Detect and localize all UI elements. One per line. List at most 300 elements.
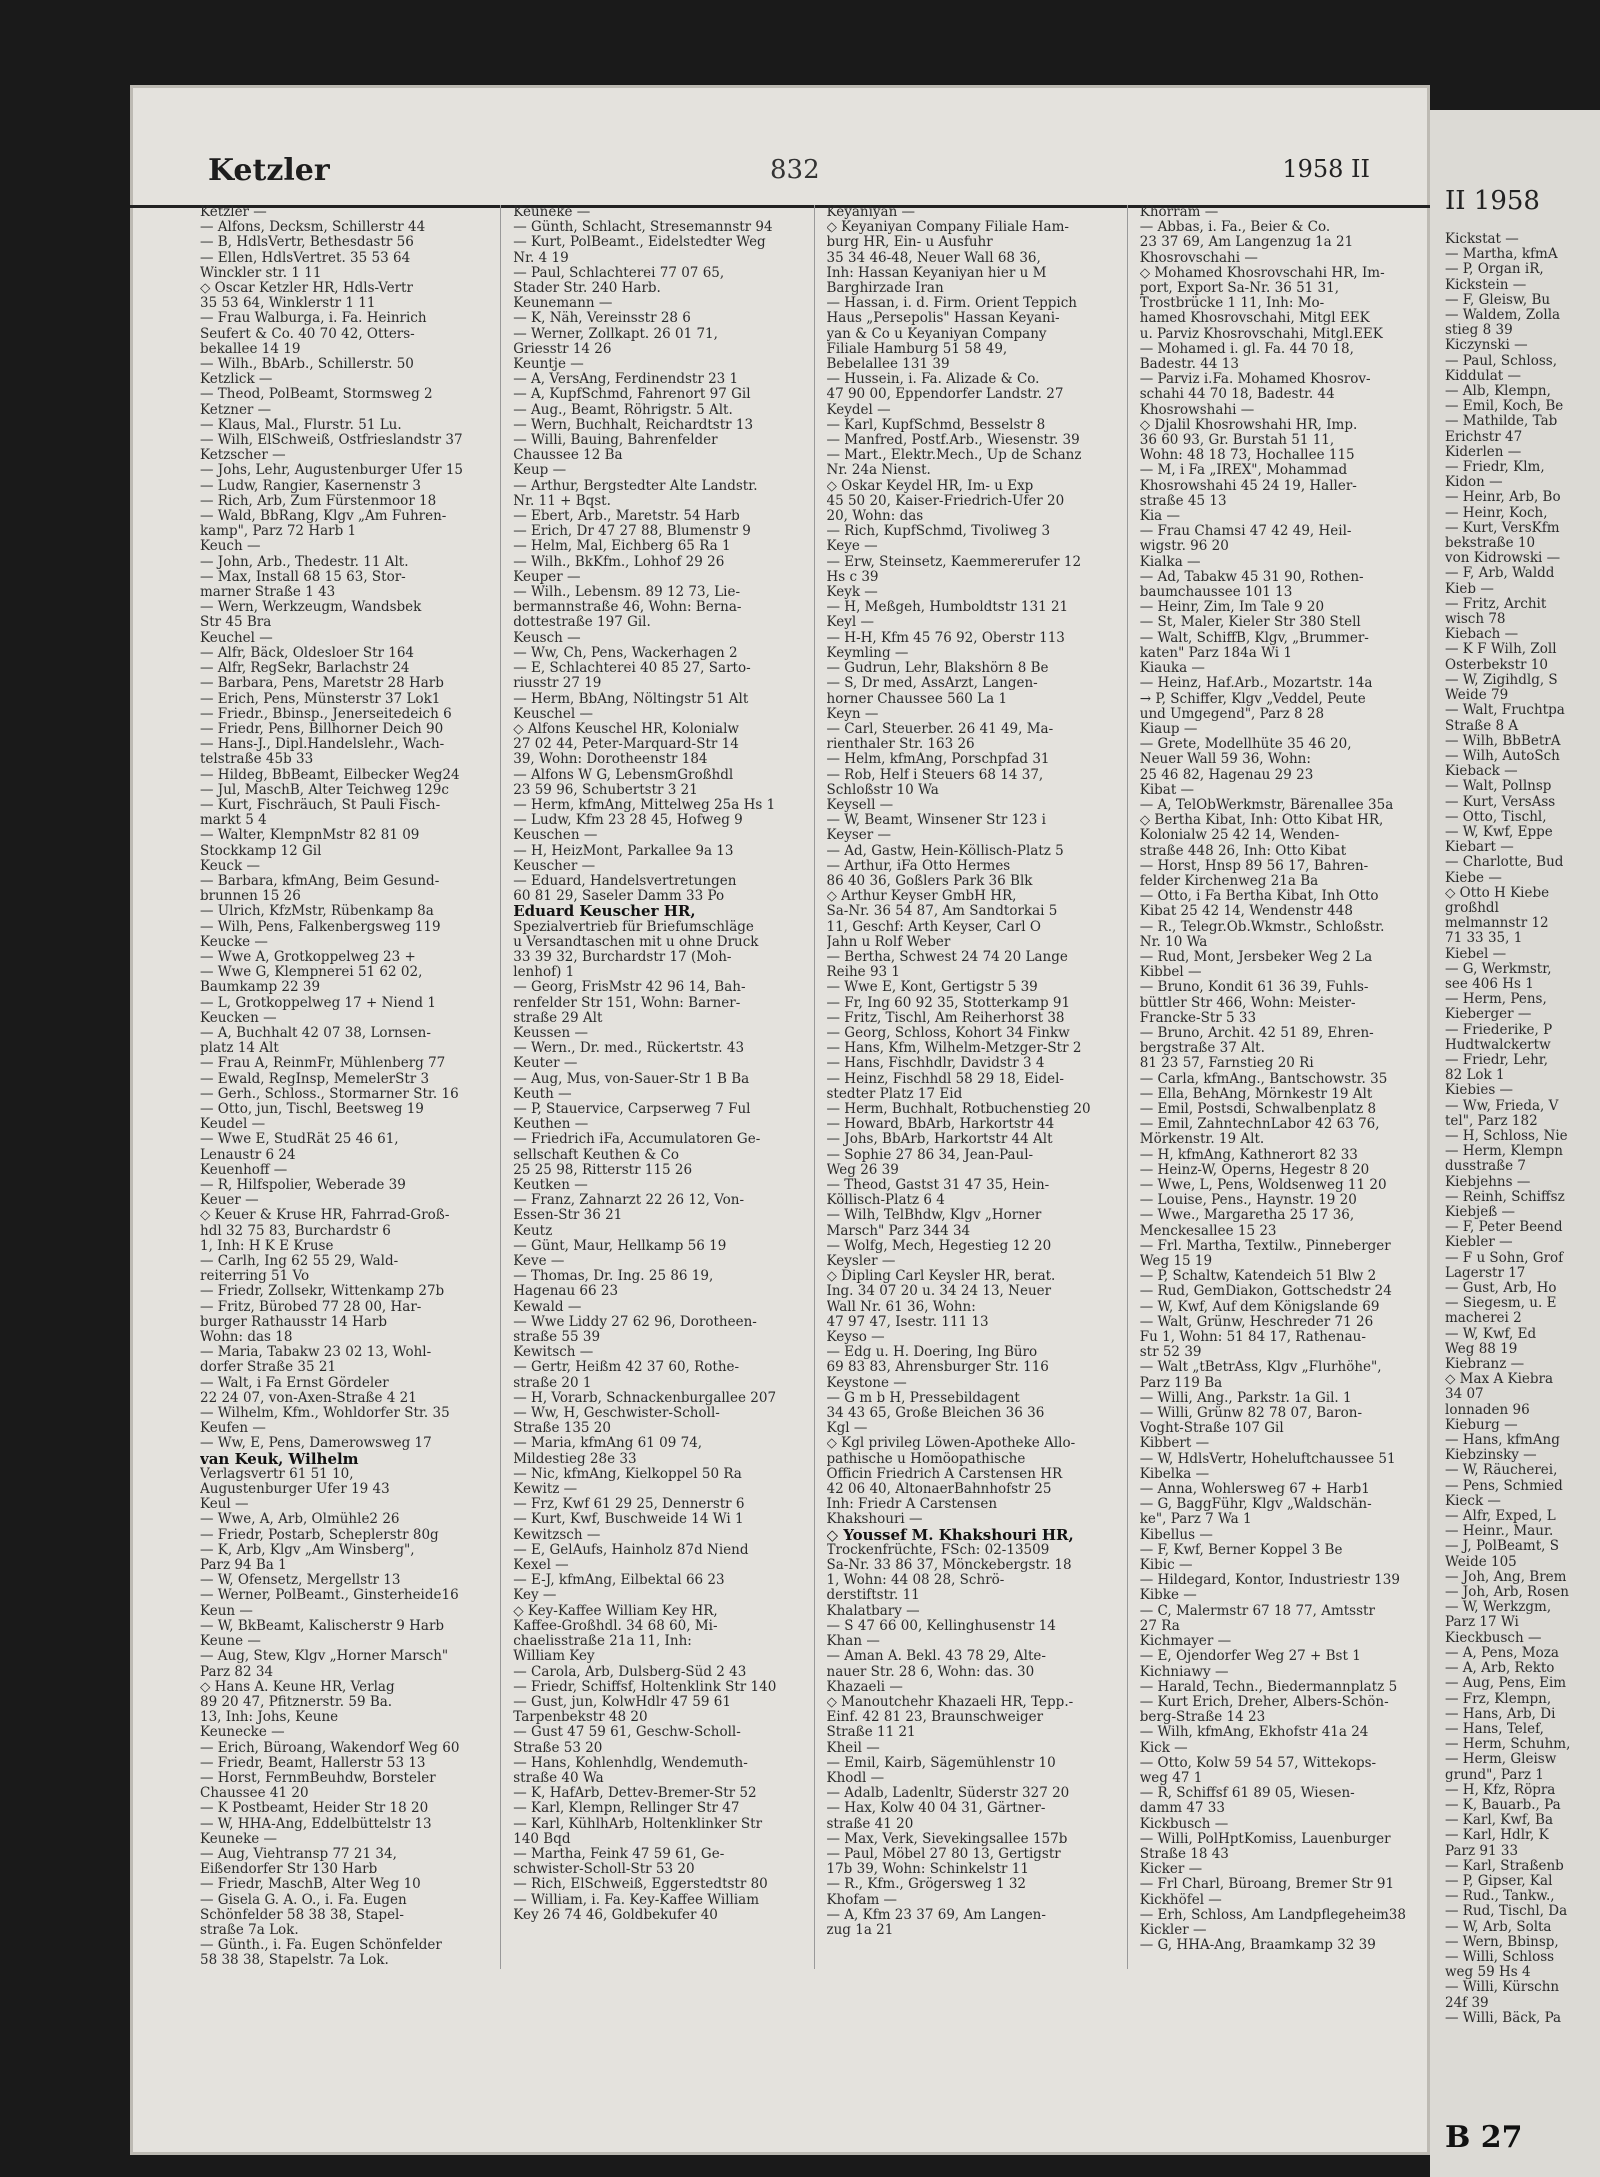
directory-entry: — Frl Charl, Büroang, Bremer Str 91 — [1139, 1877, 1395, 1893]
directory-entry: — C, Malermstr 67 18 77, Amtsstr — [1139, 1603, 1375, 1619]
directory-entry: Inh: Hassan Keyaniyan hier u M — [826, 265, 1047, 281]
directory-entry: — Maria, kfmAng 61 09 74, — [513, 1436, 703, 1452]
directory-entry: port, Export Sa-Nr. 36 51 31, — [1139, 281, 1340, 297]
directory-entry: — Ellen, HdlsVertret. 35 53 64 — [200, 250, 411, 266]
directory-entry: — Wwe E, StudRät 25 46 61, — [200, 1132, 399, 1148]
directory-entry: — H, Kfz, Röpra — [1445, 1782, 1556, 1798]
directory-entry: — Friedr, Pens, Billhorner Deich 90 — [200, 721, 444, 737]
directory-entry: horner Chaussee 560 La 1 — [826, 691, 1008, 707]
directory-entry: — Erich, Pens, Münsterstr 37 Lok1 — [200, 691, 441, 707]
directory-entry: — Friedr, Schiffsf, Holtenklink Str 140 — [513, 1679, 777, 1695]
directory-entry: Weide 79 — [1445, 688, 1509, 704]
directory-entry: u Versandtaschen mit u ohne Druck — [513, 934, 759, 950]
directory-entry: Kiebranz — — [1445, 1357, 1525, 1373]
directory-entry: Spezialvertrieb für Briefumschläge — [513, 919, 754, 935]
directory-entry: — Wwe, L, Pens, Woldsenweg 11 20 — [1139, 1178, 1387, 1193]
directory-entry: — W, Kwf, Eppe — [1445, 824, 1553, 840]
directory-entry: — Fritz, Bürobed 77 28 00, Har- — [200, 1299, 422, 1315]
directory-entry: — Abbas, i. Fa., Beier & Co. — [1139, 220, 1331, 236]
directory-entry: Neuer Wall 59 36, Wohn: — [1139, 752, 1311, 768]
directory-entry: ◇ Manoutchehr Khazaeli HR, Tepp.- — [826, 1694, 1074, 1710]
directory-entry: großhdl — [1445, 900, 1499, 916]
directory-entry: — S, Dr med, AssArzt, Langen- — [826, 676, 1038, 692]
directory-entry: — Grete, Modellhüte 35 46 20, — [1139, 737, 1352, 753]
directory-entry: 1, Wohn: 44 08 28, Schrö- — [826, 1573, 1005, 1589]
directory-entry: — M, i Fa „IREX", Mohammad — [1139, 463, 1348, 479]
directory-entry: — Carola, Arb, Dulsberg-Süd 2 43 — [513, 1664, 747, 1680]
directory-entry: Kidon — — [1445, 475, 1503, 491]
directory-entry: Badestr. 44 13 — [1139, 357, 1239, 373]
directory-entry: Kiauka — — [1139, 661, 1205, 677]
directory-entry: Khan — — [826, 1634, 880, 1650]
directory-entry: Kibelka — — [1139, 1466, 1210, 1482]
directory-entry: 17b 39, Wohn: Schinkelstr 11 — [826, 1862, 1029, 1878]
directory-entry: 58 38 38, Stapelstr. 7a Lok. — [200, 1953, 389, 1969]
directory-entry: Stader Str. 240 Harb. — [513, 281, 661, 297]
directory-entry: — G, Werkmstr, — [1445, 961, 1552, 977]
directory-entry: Kibke — — [1139, 1588, 1197, 1604]
directory-entry: — Johs, BbArb, Harkortstr 44 Alt — [826, 1132, 1053, 1148]
directory-entry: Kieckbusch — — [1445, 1630, 1542, 1646]
directory-entry: — Max, Install 68 15 63, Stor- — [200, 569, 406, 585]
directory-entry: — Sophie 27 86 34, Jean-Paul- — [826, 1147, 1034, 1163]
directory-entry: — Ww, E, Pens, Damerowsweg 17 — [200, 1436, 432, 1452]
directory-entry: Straße 135 20 — [513, 1421, 611, 1437]
directory-entry: Ketzscher — — [200, 448, 286, 464]
directory-entry: ◇ Keuer & Kruse HR, Fahrrad-Groß- — [200, 1208, 450, 1224]
directory-entry: Keuscher — — [513, 858, 596, 874]
directory-entry: Kolonialw 25 42 14, Wenden- — [1139, 828, 1340, 844]
directory-entry: ◇ Oskar Keydel HR, Im- u Exp — [826, 478, 1034, 494]
directory-entry: — Waldem, Zolla — [1445, 308, 1561, 324]
directory-entry: Kieback — — [1445, 764, 1518, 780]
directory-entry: — K F Wilh, Zoll — [1445, 642, 1557, 658]
directory-entry: Hudtwalckertw — [1445, 1037, 1551, 1053]
directory-entry: — Aug, Stew, Klgv „Horner Marsch" — [200, 1649, 449, 1665]
directory-entry: Weg 26 39 — [826, 1162, 899, 1178]
directory-entry: Kiebjeß — — [1445, 1205, 1516, 1220]
directory-entry: katen" Parz 184a Wi 1 — [1139, 645, 1292, 661]
next-page-header: II 1958 — [1445, 186, 1540, 216]
directory-entry: — Helm, kfmAng, Porschpfad 31 — [826, 752, 1050, 768]
directory-entry: — Friedr, Klm, — [1445, 460, 1545, 476]
directory-entry: — Hans, Telef, — [1445, 1721, 1544, 1737]
directory-entry: Marsch" Parz 344 34 — [826, 1223, 971, 1239]
directory-entry: renfelder Str 151, Wohn: Barner- — [513, 995, 741, 1011]
directory-entry: Köllisch-Platz 6 4 — [826, 1193, 945, 1209]
directory-entry: — Erw, Steinsetz, Kaemmererufer 12 — [826, 554, 1082, 570]
directory-entry: Khofam — — [826, 1892, 898, 1908]
directory-entry: — Alfons W G, LebensmGroßhdl — [513, 767, 734, 783]
directory-entry: — Wilh., BbArb., Schillerstr. 50 — [200, 357, 414, 373]
directory-entry: Kiebe — — [1445, 870, 1502, 886]
directory-entry: — Kurt, VersAss — [1445, 794, 1556, 810]
directory-entry: str 52 39 — [1139, 1345, 1202, 1361]
directory-entry: Wohn: das 18 — [200, 1330, 293, 1346]
directory-entry: — Adalb, Ladenltr, Süderstr 327 20 — [826, 1786, 1070, 1802]
directory-entry: — Heinr., Maur. — [1445, 1524, 1554, 1540]
directory-entry: Erichstr 47 — [1445, 429, 1523, 445]
column-4 — [1140, 205, 1440, 1969]
directory-entry: Nr. 24a Nienst. — [826, 463, 931, 479]
directory-entry: — Walt, i Fa Ernst Gördeler — [200, 1375, 389, 1391]
directory-entry: Keyk — — [826, 585, 878, 601]
directory-entry: — H, HeizMont, Parkallee 9a 13 — [513, 843, 734, 859]
directory-entry: Keun — — [200, 1603, 253, 1619]
directory-entry: — Maria, Tabakw 23 02 13, Wohl- — [200, 1345, 432, 1361]
directory-entry: Keussen — — [513, 1025, 588, 1041]
directory-entry: Ketzler — — [200, 205, 267, 220]
directory-entry: Keuck — — [200, 858, 260, 874]
directory-entry: — K, Bauarb., Pa — [1445, 1797, 1561, 1813]
directory-entry: Haus „Persepolis" Hassan Keyani- — [826, 311, 1060, 327]
directory-entry: 20, Wohn: das — [826, 509, 924, 525]
directory-entry: Kieberger — — [1445, 1007, 1532, 1023]
directory-entry: Inh: Friedr A Carstensen — [826, 1497, 998, 1513]
directory-entry: — Emil, Kairb, Sägemühlenstr 10 — [826, 1755, 1056, 1771]
directory-entry: Seufert & Co. 40 70 42, Otters- — [200, 326, 415, 342]
directory-entry: — St, Maler, Kieler Str 380 Stell — [1139, 615, 1361, 631]
directory-entry: — Friederike, P — [1445, 1022, 1553, 1038]
directory-entry: Reihe 93 1 — [826, 965, 901, 981]
directory-entry: Keuntje — — [513, 357, 584, 373]
directory-entry: 23 37 69, Am Langenzug 1a 21 — [1139, 235, 1354, 251]
directory-entry: — Thomas, Dr. Ing. 25 86 19, — [513, 1269, 714, 1285]
directory-entry: — Rich, ElSchweiß, Eggerstedtstr 80 — [513, 1877, 768, 1893]
directory-entry: Schloßstr 10 Wa — [826, 782, 939, 798]
directory-entry: Stockkamp 12 Gil — [200, 843, 322, 859]
directory-entry: — Werner, PolBeamt., Ginsterheide16 — [200, 1588, 459, 1604]
directory-entry: Kiebach — — [1445, 627, 1519, 643]
directory-entry: — Hans, Arb, Di — [1445, 1706, 1556, 1722]
directory-entry: — Carlh, Ing 62 55 29, Wald- — [200, 1254, 399, 1270]
directory-entry: — Max, Verk, Sievekingsallee 157b — [826, 1831, 1068, 1847]
directory-entry: Kibbert — — [1139, 1436, 1210, 1452]
directory-entry: — Frau Chamsi 47 42 49, Heil- — [1139, 524, 1352, 540]
directory-entry: Verlagsvertr 61 51 10, — [200, 1466, 354, 1482]
directory-entry: ke", Parz 7 Wa 1 — [1139, 1512, 1252, 1528]
directory-entry: 82 Lok 1 — [1445, 1068, 1505, 1084]
directory-entry: — Alb, Klempn, — [1445, 384, 1551, 400]
directory-entry: — Karl, Hdlr, K — [1445, 1828, 1549, 1844]
directory-entry: weg 47 1 — [1139, 1770, 1203, 1786]
directory-entry: — Herm, kfmAng, Mittelweg 25a Hs 1 — [513, 797, 776, 813]
directory-entry: Nr. 10 Wa — [1139, 934, 1208, 950]
directory-entry: — Fritz, Tischl, Am Reiherhorst 38 — [826, 1010, 1065, 1026]
directory-entry: Kiebzinsky — — [1445, 1448, 1537, 1464]
directory-entry: — Heinr, Zim, Im Tale 9 20 — [1139, 600, 1325, 616]
directory-entry: von Kidrowski — — [1445, 551, 1561, 567]
directory-entry: pathische u Homöopathische — [826, 1451, 1026, 1467]
directory-entry: ◇ Alfons Keuschel HR, Kolonialw — [513, 721, 739, 737]
directory-entry: — W, Ofensetz, Mergellstr 13 — [200, 1573, 401, 1589]
directory-entry: — Kurt, VersKfm — [1445, 520, 1560, 536]
directory-entry: 24f 39 — [1445, 1995, 1489, 2011]
directory-entry: Keudel — — [200, 1117, 266, 1133]
directory-entry: 42 06 40, AltonaerBahnhofstr 25 — [826, 1482, 1052, 1498]
directory-entry: Winckler str. 1 11 — [200, 265, 322, 281]
directory-entry: — Ewald, RegInsp, MemelerStr 3 — [200, 1071, 430, 1087]
directory-entry: Kiaup — — [1139, 721, 1198, 737]
directory-entry: riusstr 27 19 — [513, 676, 602, 692]
directory-entry: berg-Straße 14 23 — [1139, 1710, 1266, 1726]
directory-entry: 69 83 83, Ahrensburger Str. 116 — [826, 1360, 1049, 1376]
directory-entry: — P, Gipser, Kal — [1445, 1873, 1553, 1889]
directory-entry: — Ww, H, Geschwister-Scholl- — [513, 1406, 720, 1422]
directory-entry: — Joh, Arb, Rosen — [1445, 1585, 1569, 1601]
directory-entry: Kheil — — [826, 1740, 880, 1756]
directory-entry: — Emil, Koch, Be — [1445, 399, 1564, 415]
directory-entry: ◇ Mohamed Khosrovschahi HR, Im- — [1139, 265, 1385, 281]
directory-entry: kamp", Parz 72 Harb 1 — [200, 524, 357, 540]
directory-entry: Kiddulat — — [1445, 368, 1521, 384]
directory-entry: — Friedr, Beamt, Hallerstr 53 13 — [200, 1755, 426, 1771]
directory-entry: — Friedr, MaschB, Alter Weg 10 — [200, 1877, 421, 1893]
directory-entry: Keutz — [513, 1223, 553, 1239]
directory-entry: — Willi, Kürschn — [1445, 1980, 1560, 1996]
directory-entry: — Wilh, BbBetrA — [1445, 733, 1561, 749]
directory-entry: — Hussein, i. Fa. Alizade & Co. — [826, 372, 1040, 388]
directory-entry: Lagerstr 17 — [1445, 1265, 1526, 1281]
directory-entry: melmannstr 12 — [1445, 916, 1549, 932]
directory-entry: — Alfr, Bäck, Oldesloer Str 164 — [200, 645, 415, 661]
directory-entry: — Wwe., Margaretha 25 17 36, — [1139, 1208, 1355, 1224]
directory-entry: — Heinr, Koch, — [1445, 505, 1548, 521]
directory-entry: — Walter, KlempnMstr 82 81 09 — [200, 828, 420, 844]
directory-entry: — Werner, Zollkapt. 26 01 71, — [513, 326, 718, 342]
directory-entry: — Rich, Arb, Zum Fürstenmoor 18 — [200, 493, 437, 509]
directory-entry: — Heinr, Arb, Bo — [1445, 490, 1561, 506]
directory-entry: Osterbekstr 10 — [1445, 657, 1548, 673]
directory-entry: Keunecke — — [200, 1725, 285, 1741]
directory-entry: — Gisela G. A. O., i. Fa. Eugen — [200, 1892, 407, 1908]
directory-entry: ◇ Bertha Kibat, Inh: Otto Kibat HR, — [1139, 813, 1384, 829]
directory-entry: — Karl, KupfSchmd, Besselstr 8 — [826, 417, 1046, 433]
directory-entry: Baumkamp 22 39 — [200, 980, 321, 996]
directory-entry: — G m b H, Pressebildagent — [826, 1390, 1020, 1406]
directory-entry: baumchaussee 101 13 — [1139, 585, 1293, 601]
directory-entry: dottestraße 197 Gil. — [513, 615, 651, 631]
directory-entry: — Theod, PolBeamt, Stormsweg 2 — [200, 387, 433, 403]
directory-entry: — Walt „tBetrAss, Klgv „Flurhöhe", — [1139, 1360, 1382, 1376]
directory-entry: — R., Telegr.Ob.Wkmstr., Schloßstr. — [1139, 919, 1385, 935]
directory-entry: Keutken — — [513, 1178, 588, 1193]
directory-entry: Keuneke — — [513, 205, 591, 220]
directory-entry: — Rud, Mont, Jersbeker Weg 2 La — [1139, 949, 1373, 965]
directory-entry: — Harald, Techn., Biedermannplatz 5 — [1139, 1679, 1398, 1695]
directory-entry: — Ulrich, KfzMstr, Rübenkamp 8a — [200, 904, 434, 920]
directory-entry: — Wwe A, Grotkoppelweg 23 + — [200, 949, 416, 965]
directory-entry: van Keuk, Wilhelm — [200, 1451, 359, 1467]
directory-entry: — Siegesm, u. E — [1445, 1296, 1557, 1312]
directory-entry: 25 46 82, Hagenau 29 23 — [1139, 767, 1314, 783]
directory-entry: wigstr. 96 20 — [1139, 539, 1229, 555]
directory-entry: Keuth — — [513, 1086, 572, 1102]
directory-entry: Kiebjehns — — [1445, 1174, 1531, 1190]
directory-entry: — Joh, Ang, Brem — [1445, 1569, 1567, 1585]
directory-entry: — K, Näh, Vereinsstr 28 6 — [513, 311, 691, 327]
directory-entry: — F u Sohn, Grof — [1445, 1250, 1564, 1266]
directory-entry: — Gudrun, Lehr, Blakshörn 8 Be — [826, 661, 1049, 677]
directory-entry: — Gertr, Heißm 42 37 60, Rothe- — [513, 1360, 740, 1376]
directory-entry: — P, Organ iR, — [1445, 262, 1544, 278]
directory-entry: — Wwe G, Klempnerei 51 62 02, — [200, 965, 423, 981]
directory-entry: 35 53 64, Winklerstr 1 11 — [200, 296, 376, 312]
directory-entry: straße 45 13 — [1139, 493, 1227, 509]
directory-entry: bermannstraße 46, Wohn: Berna- — [513, 600, 742, 616]
directory-entry: — Erh, Schloss, Am Landpflegeheim38 — [1139, 1907, 1406, 1923]
directory-entry: Keyser — — [826, 828, 892, 844]
directory-entry: — Willi, Ang., Parkstr. 1a Gil. 1 — [1139, 1390, 1352, 1406]
directory-entry: 86 40 36, Goßlers Park 36 Blk — [826, 873, 1033, 889]
directory-entry: Kiczynski — — [1445, 338, 1528, 354]
directory-columns — [200, 205, 1440, 1969]
directory-entry: 89 20 47, Pfitznerstr. 59 Ba. — [200, 1694, 393, 1710]
directory-entry: — Georg, FrisMstr 42 96 14, Bah- — [513, 980, 746, 996]
directory-entry: Keul — — [200, 1497, 249, 1513]
directory-entry: — Heinz-W, Operns, Hegestr 8 20 — [1139, 1162, 1370, 1178]
directory-entry: — E, GelAufs, Hainholz 87d Niend — [513, 1542, 749, 1558]
directory-entry: — Nic, kfmAng, Kielkoppel 50 Ra — [513, 1466, 742, 1482]
directory-entry: Keuer — — [200, 1193, 259, 1209]
directory-entry: Keuchel — — [200, 630, 273, 646]
directory-entry: — Hildegard, Kontor, Industriestr 139 — [1139, 1573, 1400, 1589]
directory-entry: Trostbrücke 1 11, Inh: Mo- — [1139, 296, 1325, 312]
column-1 — [200, 205, 501, 1969]
directory-entry: ◇ Key-Kaffee William Key HR, — [513, 1603, 718, 1619]
directory-entry: Kiderlen — — [1445, 444, 1522, 460]
page-header — [130, 145, 1430, 208]
directory-entry: felder Kirchenweg 21a Ba — [1139, 873, 1319, 889]
next-page-footer: B 27 — [1445, 2120, 1523, 2155]
directory-entry: damm 47 33 — [1139, 1801, 1225, 1817]
directory-entry: stedter Platz 17 Eid — [826, 1086, 963, 1102]
directory-entry: Trockenfrüchte, FSch: 02-13509 — [826, 1542, 1050, 1558]
directory-entry: — Ebert, Arb., Maretstr. 54 Harb — [513, 509, 740, 525]
directory-entry: Kewald — — [513, 1299, 582, 1315]
directory-entry: — Paul, Schlachterei 77 07 65, — [513, 265, 725, 281]
directory-entry: straße 448 26, Inh: Otto Kibat — [1139, 843, 1347, 859]
directory-entry: schahi 44 70 18, Badestr. 44 — [1139, 387, 1335, 403]
directory-entry: Einf. 42 81 23, Braunschweiger — [826, 1710, 1044, 1726]
directory-entry: — Mart., Elektr.Mech., Up de Schanz — [826, 448, 1082, 464]
directory-entry: — Rud, Tischl, Da — [1445, 1904, 1568, 1920]
directory-entry: ◇ Max A Kiebra — [1445, 1372, 1554, 1388]
directory-entry: wisch 78 — [1445, 612, 1506, 628]
directory-entry: — Paul, Möbel 27 80 13, Gertigstr — [826, 1846, 1061, 1862]
directory-entry: — Horst, FernmBeuhdw, Borsteler — [200, 1770, 436, 1786]
directory-entry: Kewitsch — — [513, 1345, 594, 1361]
directory-entry: — Walt, Grünw, Heschreder 71 26 — [1139, 1314, 1374, 1330]
directory-entry: — Wolfg, Mech, Hegestieg 12 20 — [826, 1238, 1052, 1254]
directory-entry: Keye — — [826, 539, 878, 555]
directory-entry: — Manfred, Postf.Arb., Wiesenstr. 39 — [826, 433, 1080, 449]
directory-entry: Sa-Nr. 36 54 87, Am Sandtorkai 5 — [826, 904, 1058, 920]
directory-entry: — Frz, Kwf 61 29 25, Dennerstr 6 — [513, 1497, 745, 1513]
directory-entry: — P, Stauervice, Carpserweg 7 Ful — [513, 1101, 751, 1117]
directory-entry: — W, Kwf, Ed — [1445, 1326, 1537, 1342]
directory-entry: — Kurt Erich, Dreher, Albers-Schön- — [1139, 1694, 1389, 1710]
directory-entry: — Günth, Schlacht, Stresemannstr 94 — [513, 220, 773, 236]
directory-entry: Keup — — [513, 463, 567, 479]
directory-entry: — Karl, Klempn, Rellinger Str 47 — [513, 1801, 740, 1817]
directory-entry: — B, HdlsVertr, Bethesdastr 56 — [200, 235, 414, 251]
directory-entry: — Ludw, Rangier, Kasernenstr 3 — [200, 478, 421, 494]
directory-entry: — Wilh, Pens, Falkenbergsweg 119 — [200, 919, 441, 935]
directory-entry: yan & Co u Keyaniyan Company — [826, 326, 1047, 342]
directory-entry: — R., Kfm., Grögersweg 1 32 — [826, 1877, 1027, 1893]
directory-entry: — Barbara, kfmAng, Beim Gesund- — [200, 873, 440, 889]
directory-entry: Menckesallee 15 23 — [1139, 1223, 1277, 1239]
directory-entry: — W, Zigihdlg, S — [1445, 672, 1558, 688]
directory-entry: — Carl, Steuerber. 26 41 49, Ma- — [826, 721, 1054, 737]
directory-entry: — W, Beamt, Winsener Str 123 i — [826, 813, 1046, 829]
directory-entry: Keyso — — [826, 1330, 885, 1346]
directory-entry: ◇ Keyaniyan Company Filiale Ham- — [826, 220, 1069, 236]
directory-entry: — Herm, Schuhm, — [1445, 1737, 1571, 1753]
directory-entry: — Ad, Tabakw 45 31 90, Rothen- — [1139, 569, 1364, 585]
directory-entry: Eißendorfer Str 130 Harb — [200, 1862, 378, 1878]
directory-entry: Ketzlick — — [200, 372, 273, 388]
directory-entry: Kibic — — [1139, 1558, 1193, 1574]
directory-entry: 23 59 96, Schubertstr 3 21 — [513, 782, 698, 798]
directory-entry: Kibellus — — [1139, 1527, 1213, 1543]
directory-entry: — Walt, SchiffB, Klgv, „Brummer- — [1139, 630, 1369, 646]
directory-entry: — Friedr, Postarb, Scheplerstr 80g — [200, 1527, 439, 1543]
directory-entry: Keuch — — [200, 539, 261, 555]
directory-entry: — Hans, Fischhdlr, Davidstr 3 4 — [826, 1056, 1045, 1072]
directory-entry: — Wwe E, Kont, Gertigstr 5 39 — [826, 980, 1038, 996]
directory-entry: Kexel — — [513, 1558, 569, 1574]
directory-entry: — Willi, Schloss — [1445, 1949, 1555, 1965]
directory-entry: — Parviz i.Fa. Mohamed Khosrov- — [1139, 372, 1371, 388]
directory-entry: Keuschen — — [513, 828, 598, 844]
directory-entry: platz 14 Alt — [200, 1041, 279, 1057]
directory-entry: — Anna, Wohlersweg 67 + Harb1 — [1139, 1482, 1370, 1498]
directory-entry: — S 47 66 00, Kellinghusenstr 14 — [826, 1618, 1056, 1634]
directory-entry: 33 39 32, Burchardstr 17 (Moh- — [513, 949, 732, 965]
directory-entry: — Hildeg, BbBeamt, Eilbecker Weg24 — [200, 767, 460, 783]
directory-entry: ◇ Arthur Keyser GmbH HR, — [826, 889, 1017, 905]
directory-entry: — Hans, Kfm, Wilhelm-Metzger-Str 2 — [826, 1041, 1082, 1057]
directory-entry: — Paul, Schloss, — [1445, 353, 1558, 369]
directory-entry: 22 24 07, von-Axen-Straße 4 21 — [200, 1390, 417, 1406]
directory-entry: Parz 119 Ba — [1139, 1375, 1223, 1391]
directory-entry: — Bruno, Kondit 61 36 39, Fuhls- — [1139, 980, 1369, 996]
directory-entry: 34 07 — [1445, 1387, 1484, 1403]
directory-entry: — Hans, kfmAng — [1445, 1433, 1560, 1449]
directory-entry: Keymling — — [826, 645, 909, 661]
directory-entry: — Rich, KupfSchmd, Tivoliweg 3 — [826, 524, 1051, 540]
directory-entry: — Hans, Kohlenhdlg, Wendemuth- — [513, 1755, 748, 1771]
directory-entry: 27 Ra — [1139, 1618, 1180, 1634]
directory-entry: Keuenhoff — — [200, 1162, 288, 1178]
directory-entry: — Willi, Bauing, Bahrenfelder — [513, 433, 718, 449]
directory-entry: 39, Wohn: Dorotheenstr 184 — [513, 752, 708, 768]
directory-entry: straße 55 39 — [513, 1330, 601, 1346]
directory-entry: — Bertha, Schwest 24 74 20 Lange — [826, 949, 1068, 965]
directory-entry: — Friedrich iFa, Accumulatoren Ge- — [513, 1132, 761, 1148]
directory-entry: zug 1a 21 — [826, 1922, 894, 1938]
directory-entry: — Erich, Büroang, Wakendorf Weg 60 — [200, 1740, 460, 1756]
directory-entry: — Wern, Buchhalt, Reichardtstr 13 — [513, 417, 754, 433]
directory-entry: Tarpenbekstr 48 20 — [513, 1710, 648, 1726]
directory-entry: — Wern., Dr. med., Rückertstr. 43 — [513, 1041, 745, 1057]
directory-entry: — Alfr, RegSekr, Barlachstr 24 — [200, 661, 410, 677]
directory-entry: Khalatbary — — [826, 1603, 920, 1619]
directory-entry: Keve — — [513, 1254, 565, 1270]
directory-entry: — H-H, Kfm 45 76 92, Oberstr 113 — [826, 630, 1065, 646]
